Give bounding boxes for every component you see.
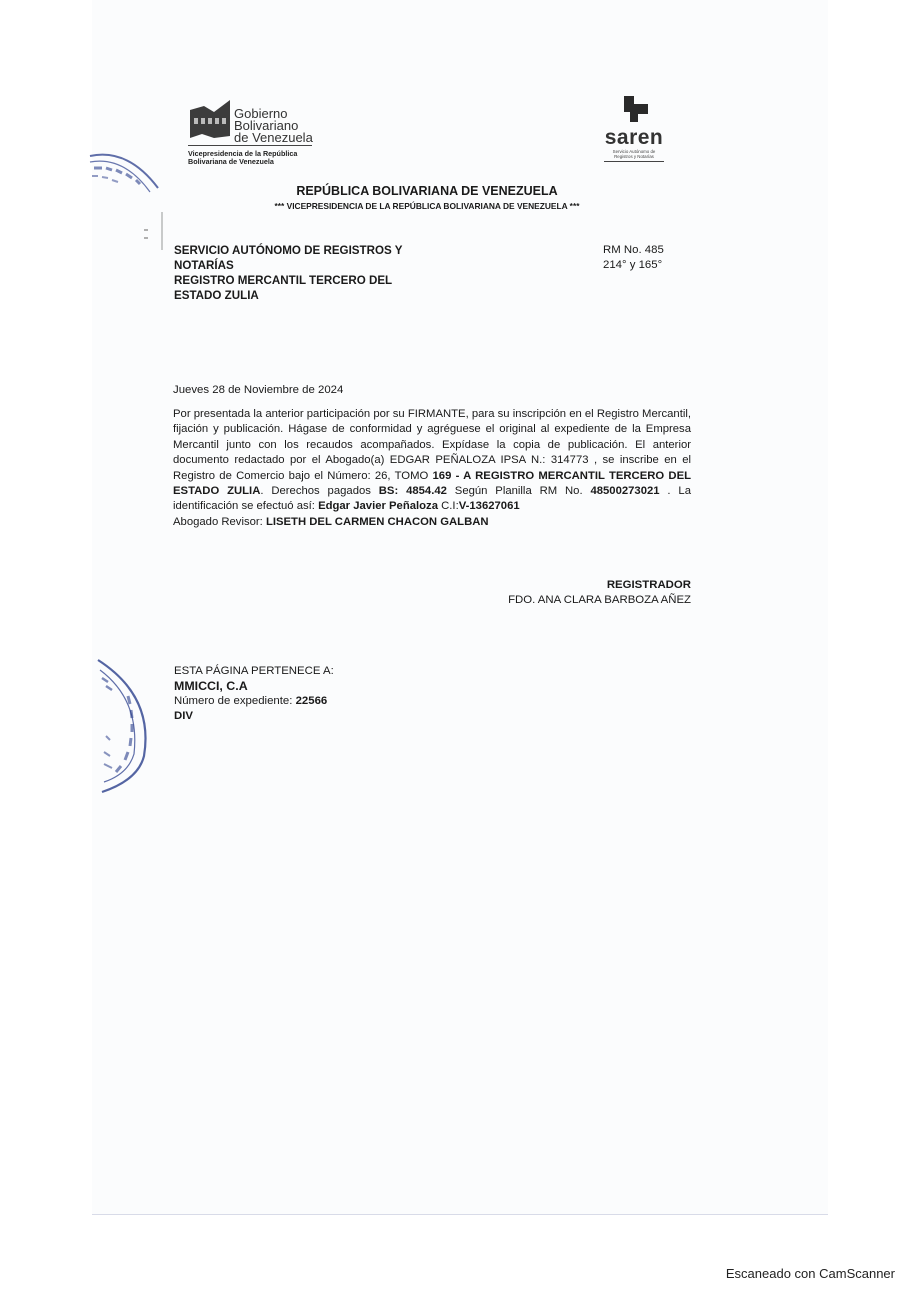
saren-name: saren — [604, 126, 664, 149]
scanned-page — [92, 0, 828, 1215]
seal-stamp-bottom — [94, 656, 156, 796]
seal-fragment-icon — [140, 210, 174, 254]
document-date: Jueves 28 de Noviembre de 2024 — [173, 384, 344, 396]
saren-subtitle — [604, 149, 664, 162]
reviewer-label: Abogado Revisor: — [173, 515, 266, 528]
gov-logo-sub2: Bolivariana de Venezuela — [188, 157, 274, 166]
owner-block — [174, 664, 334, 724]
page-bottom-edge — [92, 1214, 828, 1215]
reference-block — [603, 243, 664, 273]
seal-stamp-top — [88, 148, 162, 198]
company-name: MMICCI, C.A — [174, 679, 248, 693]
expediente-label: Número de expediente: — [174, 695, 296, 707]
rm-number: RM No. 485 — [603, 244, 664, 256]
owner-label: ESTA PÁGINA PERTENECE A: — [174, 665, 334, 677]
flag-icon — [188, 96, 232, 140]
body-text-2: . Derechos pagados — [260, 485, 379, 498]
body-text-3: Según Planilla RM No. — [446, 485, 591, 498]
document-title: REPÚBLICA BOLIVARIANA DE VENEZUELA — [296, 184, 558, 198]
body-paragraph — [173, 407, 691, 530]
body-text-5: C.I: — [438, 500, 459, 513]
planilla-number: 48500273021 — [590, 485, 660, 498]
gov-logo-divider — [188, 145, 312, 146]
body-text-1: Por presentada la anterior participación por su FIRMANTE, para su inscripción en el Registro Mercantil, fijación y publicación. Hágase de conformidad y agréguese el original al expediente de la Empresa Mercantil junto con los recaudos acompañados. Expídase la copia de publicación. El anterior documento redactado por el Abogado(a) EDGAR PEÑALOZA IPSA N.: 314773 , se inscribe en el Registro de Comercio bajo el Número: 26, TOMO — [173, 408, 692, 482]
signature-name: FDO. ANA CLARA BARBOZA AÑEZ — [508, 594, 691, 606]
document-subtitle: *** VICEPRESIDENCIA DE LA REPÚBLICA BOLIVARIANA DE VENEZUELA *** — [274, 201, 580, 211]
body-text-4: . La identificación se efectuó así: — [173, 485, 691, 513]
saren-sub-line2: Registros y Notarías — [614, 154, 654, 159]
saren-sub-line1: Servicio Autónomo de — [612, 149, 656, 154]
division-code: DIV — [174, 710, 193, 722]
office-line1: SERVICIO AUTÓNOMO DE REGISTROS Y — [174, 244, 403, 257]
expediente-line — [174, 694, 334, 709]
saren-emblem-icon — [620, 92, 652, 122]
ci-number: V-13627061 — [458, 500, 520, 513]
office-line2: NOTARÍAS — [174, 259, 234, 272]
saren-logo — [598, 92, 670, 168]
gobierno-bolivariano-logo — [188, 94, 318, 174]
office-block — [174, 243, 434, 303]
years-label: 214° y 165° — [603, 259, 663, 271]
gov-logo-line3: de Venezuela — [234, 130, 313, 145]
signature-role: REGISTRADOR — [606, 579, 691, 591]
camscanner-watermark: Escaneado con CamScanner — [725, 1266, 895, 1281]
identification-name: Edgar Javier Peñaloza — [318, 500, 438, 513]
gov-logo-sub1: Vicepresidencia de la República — [188, 149, 298, 158]
tomo-value: 169 - A REGISTRO MERCANTIL TERCERO DEL ESTADO ZULIA — [173, 469, 691, 498]
gov-logo-line2: Bolivariano — [234, 118, 299, 133]
office-line4: ESTADO ZULIA — [174, 289, 259, 302]
expediente-number: 22566 — [295, 695, 328, 707]
reviewer-name: LISETH DEL CARMEN CHACON GALBAN — [265, 515, 489, 528]
bs-amount: BS: 4854.42 — [378, 485, 447, 498]
gov-logo-line1: Gobierno — [234, 106, 288, 121]
saren-underline — [604, 161, 664, 162]
office-line3: REGISTRO MERCANTIL TERCERO DEL — [174, 274, 393, 287]
signature-block — [508, 578, 691, 608]
